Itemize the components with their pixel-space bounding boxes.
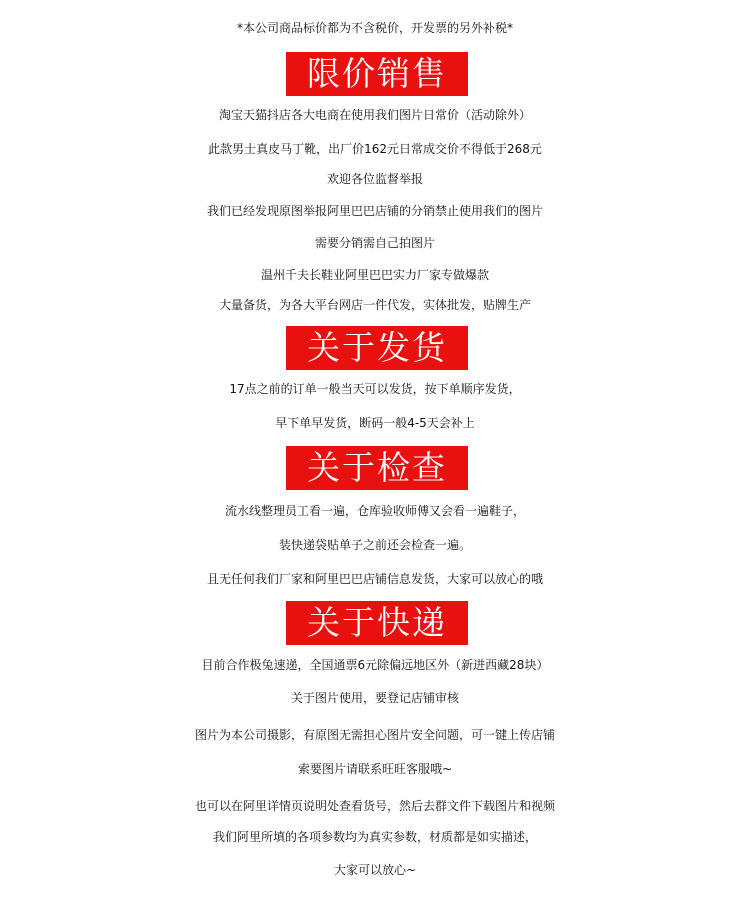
section-title-inspection: 关于检查 [286,446,468,490]
express-line-4: 索要图片请联系旺旺客服哦~ [297,762,453,776]
section-title-price-limit: 限价销售 [286,52,468,96]
express-line-1: 目前合作极兔速递，全国通票6元除偏远地区外（新进西藏28块） [201,658,549,672]
express-line-3: 图片为本公司摄影，有原图无需担心图片安全问题，可一键上传店铺 [194,728,555,742]
section-title-express: 关于快递 [286,601,468,645]
tax-notice: *本公司商品标价都为不含税价，开发票的另外补税* [236,21,513,35]
price-limit-line-3: 欢迎各位监督举报 [326,172,423,186]
price-limit-line-7: 大量备货，为各大平台网店一件代发，实体批发，贴牌生产 [218,298,531,312]
price-limit-line-2: 此款男士真皮马丁靴，出厂价162元日常成交价不得低于268元 [208,142,542,156]
shipping-line-1: 17点之前的订单一般当天可以发货，按下单顺序发货， [229,382,521,396]
price-limit-line-6: 温州千夫长鞋业阿里巴巴实力厂家专做爆款 [260,268,489,282]
express-line-6: 我们阿里所填的各项参数均为真实参数，材质都是如实描述， [212,830,537,844]
inspection-line-1: 流水线整理员工看一遍，仓库验收师傅又会看一遍鞋子， [224,504,525,518]
express-line-2: 关于图片使用，要登记店铺审核 [290,691,459,705]
express-line-5: 也可以在阿里详情页说明处查看货号，然后去群文件下载图片和视频 [194,799,555,813]
price-limit-line-4: 我们已经发现原图举报阿里巴巴店铺的分销禁止使用我们的图片 [206,204,543,218]
section-title-shipping: 关于发货 [286,326,468,370]
price-limit-line-5: 需要分销需自己拍图片 [314,236,435,250]
express-line-7: 大家可以放心~ [333,863,417,877]
inspection-line-3: 且无任何我们厂家和阿里巴巴店铺信息发货，大家可以放心的哦 [206,572,543,586]
inspection-line-2: 装快递袋贴单子之前还会检查一遍。 [278,538,471,552]
price-limit-line-1: 淘宝天猫抖店各大电商在使用我们图片日常价（活动除外） [218,108,531,122]
shipping-line-2: 早下单早发货，断码一般4-5天会补上 [275,416,475,430]
